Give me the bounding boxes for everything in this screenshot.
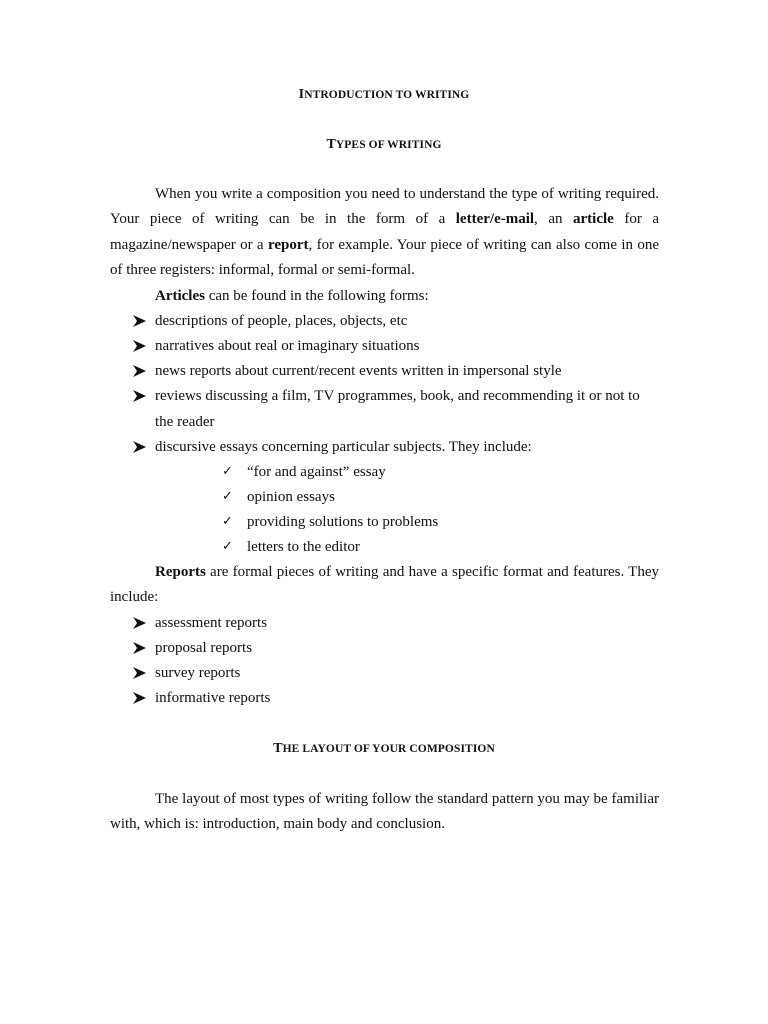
checkmark-icon: ✓ bbox=[222, 539, 233, 554]
arrowhead-bullet-icon bbox=[133, 390, 146, 402]
intro-paragraph: When you write a composition you need to understand the type of writing required. Your piece of writing can be in the form of a letter/e-mail, an article for a magazine/newspaper or a report, for example. Your piece of writing can also come in one of three registers: informal, formal or semi-formal. bbox=[110, 186, 659, 278]
arrowhead-bullet-icon bbox=[133, 441, 146, 453]
arrowhead-bullet-icon bbox=[133, 642, 146, 654]
arrowhead-bullet-icon bbox=[133, 340, 146, 352]
document-page: INTRODUCTION TO WRITING TYPES OF WRITING When you write a composition you need to understand the type of writing required. Your piece of writing can be in the form of a letter/e-mail, an article for a magazine/newspaper or a report, for example. Your piece of writing can also come in one of three registers: informal, formal or semi-formal. Articles can be found in the following forms: descriptions of people, places, objects, etc narratives about real or imaginary situations news reports about current/recent events written in impersonal style reviews discussing a film, TV programmes, book, and recommending it or not to the reader discursive essays concerning particular subjects. They include: ✓ “for and against” essay ✓ opinion essays ✓ providing solutions to problems ✓ letters to the editor Reports are formal pieces of writing and have a specific format and features. They include: assessment reports proposal reports survey reports informative reports THE LAYOUT OF YOUR COMPOSITION The layout of most types of writing follow the standard pattern you may be familiar with, which is: introduction, main body and conclusion. bbox=[0, 0, 768, 1024]
arrowhead-bullet-icon bbox=[133, 617, 146, 629]
reports-paragraph: Reports are formal pieces of writing and have a specific format and features. They include: bbox=[110, 564, 659, 606]
checkmark-icon: ✓ bbox=[222, 464, 233, 479]
layout-paragraph: The layout of most types of writing follow the standard pattern you may be familiar with, which is: introduction, main body and conclusion. bbox=[110, 791, 659, 833]
list-item-continuation: the reader bbox=[155, 414, 215, 430]
page-title: INTRODUCTION TO WRITING bbox=[298, 87, 470, 102]
checkmark-icon: ✓ bbox=[222, 514, 233, 529]
articles-lead: Articles can be found in the following forms: bbox=[155, 288, 429, 304]
section-heading-types: TYPES OF WRITING bbox=[326, 137, 442, 152]
arrowhead-bullet-icon bbox=[133, 667, 146, 679]
arrowhead-bullet-icon bbox=[133, 692, 146, 704]
checkmark-icon: ✓ bbox=[222, 489, 233, 504]
section-heading-layout: THE LAYOUT OF YOUR COMPOSITION bbox=[273, 741, 495, 756]
arrowhead-bullet-icon bbox=[133, 365, 146, 377]
arrowhead-bullet-icon bbox=[133, 315, 146, 327]
